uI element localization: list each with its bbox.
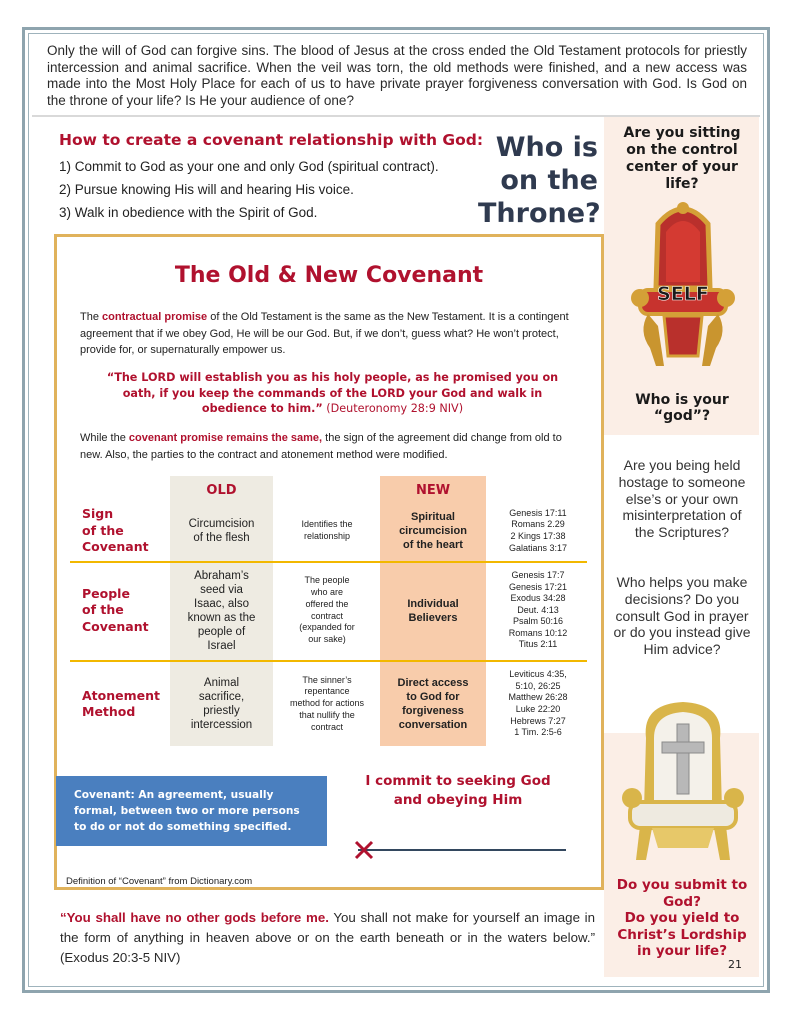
- cell-line: that nullify the: [299, 709, 355, 720]
- sidebar-question-submit-line1: Do you submit to God?: [616, 877, 748, 910]
- para2-body: the sign of the agreement did change from old to new. Also, the parties to the contract and atonement method were modified.: [80, 432, 562, 461]
- old-cell: [170, 503, 273, 559]
- references-cell-text: [508, 669, 567, 739]
- cell-line: sacrifice,: [198, 691, 245, 703]
- cell-line: repentance: [304, 686, 350, 697]
- signature-line: [352, 838, 568, 862]
- cell-line: Method: [82, 704, 136, 719]
- cell-line: Psalm 50:16: [512, 616, 563, 627]
- sidebar-question-hostage: Are you being held hostage to someone else’s or your own misinterpretation of the Scriptures?: [618, 457, 746, 541]
- list-item: 3) Walk in obedience with the Spirit of God.: [59, 205, 318, 220]
- exodus-quote-rest: You shall not make for yourself an image in the form of anything in heaven above or on the earth beneath or in the waters below.” (Exodus 20:3-5 NIV): [60, 910, 595, 965]
- cell-line: Atonement: [82, 687, 160, 703]
- cell-line: circumcision: [399, 525, 467, 537]
- cell-line: The sinner’s: [302, 674, 352, 685]
- page-number: 21: [728, 958, 742, 971]
- sidebar-question-god-line1: Who is your: [635, 392, 729, 408]
- how-to-list: [59, 155, 439, 224]
- list-item: 2) Pursue knowing His will and hearing His voice.: [59, 182, 354, 197]
- references-cell-text: [509, 508, 567, 554]
- para1-highlight: contractual promise: [102, 311, 208, 323]
- old-cell-text: [191, 676, 252, 732]
- new-cell: [380, 503, 486, 559]
- references-cell-text: [509, 570, 568, 651]
- covenant-paragraph-1: [80, 309, 585, 359]
- commitment-statement: [352, 772, 564, 810]
- cell-line: 2 Kings 17:38: [510, 531, 566, 541]
- old-cell-text: [189, 517, 255, 545]
- description-cell-text: [299, 575, 355, 646]
- sidebar-question-submit-line2: Do you yield to Christ’s Lordship in your life?: [617, 910, 747, 959]
- cell-line: relationship: [303, 531, 350, 541]
- cell-line: Isaac, also: [194, 597, 249, 610]
- cell-line: contract: [310, 610, 343, 621]
- old-header: OLD: [206, 482, 237, 498]
- description-cell: [276, 563, 378, 658]
- cell-line: Romans 10:12: [508, 627, 568, 638]
- new-cell: [380, 563, 486, 658]
- cell-line: Luke 22:20: [515, 704, 561, 714]
- sidebar-question-decisions: Who helps you make decisions? Do you consult God in prayer or do you instead give Him advice?: [613, 574, 751, 658]
- cell-line: Israel: [207, 639, 236, 652]
- para1-lead: The: [80, 311, 103, 323]
- cell-line: Spiritual: [410, 511, 455, 523]
- cell-line: method for actions: [289, 698, 365, 709]
- cell-line: Genesis 17:21: [508, 581, 568, 592]
- cell-line: of the heart: [403, 539, 463, 551]
- cell-line: known as the: [187, 611, 256, 624]
- cell-line: forgiveness: [402, 705, 464, 717]
- cell-line: Leviticus 4:35,: [509, 669, 567, 680]
- cell-line: who are: [310, 586, 343, 597]
- para2-lead: While the: [80, 432, 129, 444]
- row-label: [82, 503, 170, 559]
- cell-line: Direct access: [397, 677, 469, 689]
- cell-line: Sign: [82, 506, 114, 522]
- cell-line: Believers: [408, 611, 458, 624]
- commitment-line-1: I commit to seeking God: [365, 773, 551, 789]
- cell-line: Matthew 26:28: [508, 692, 568, 703]
- cell-line: Exodus 34:28: [510, 593, 566, 604]
- row-label-text: [82, 586, 149, 636]
- references-cell: [488, 662, 588, 746]
- old-cell: [170, 563, 273, 658]
- cell-line: Animal: [203, 677, 240, 689]
- cell-line: Individual: [407, 597, 459, 610]
- who-line-3: Throne?: [478, 198, 601, 229]
- covenant-title: The Old & New Covenant: [174, 263, 484, 288]
- description-cell: [276, 662, 378, 746]
- intro-paragraph: Only the will of God can forgive sins. The blood of Jesus at the cross ended the Old Testament protocols for priestly intercession and animal sacrifice. When the veil was torn, the old methods were finished, and a new access was made into the Most Holy Place for each of us to have private prayer forgiveness conversation with God. Is God on the throne of your life? Is He your audience of one?: [47, 43, 747, 108]
- exodus-quote: [60, 908, 595, 968]
- definition-source: Definition of “Covenant” from Dictionary.com: [66, 876, 253, 887]
- para1-body: of the Old Testament is the same as the New Testament. It is a contingent agreement that if we obey God, He will be our God. But, if we don’t, guess what? He won’t protect, provide for, or supernaturally empower us.: [80, 311, 569, 356]
- quote-text: “The LORD will establish you as his holy people, as he promised you on oath, if you keep the commands of the LORD your God and walk in obedience to him.”: [106, 371, 559, 415]
- sidebar-question-god-line2: “god”?: [653, 408, 711, 424]
- cell-line: 1 Tim. 2:5-6: [514, 727, 562, 738]
- row-label-text: [82, 688, 160, 721]
- exodus-quote-highlight: “You shall have no other gods before me.: [60, 910, 329, 925]
- definition-term: Covenant:: [74, 789, 135, 801]
- quote-reference: (Deuteronomy 28:9 NIV): [322, 402, 464, 415]
- cell-line: our sake): [308, 634, 346, 645]
- row-label: [82, 563, 170, 658]
- references-cell: [488, 563, 588, 658]
- cross-throne-image: [622, 698, 744, 868]
- cell-line: priestly: [203, 705, 240, 717]
- sidebar-question-control: Are you sitting on the control center of your life?: [623, 125, 741, 192]
- cell-line: Hebrews 7:27: [510, 715, 566, 726]
- description-cell-text: [301, 519, 352, 543]
- description-cell-text: [290, 675, 364, 734]
- cell-line: Covenant: [82, 539, 149, 555]
- new-cell-text: [407, 597, 458, 625]
- cell-line: Genesis 17:11: [509, 507, 567, 518]
- references-cell: [488, 503, 588, 559]
- cell-line: of the: [82, 602, 124, 618]
- cell-line: Romans 2.29: [511, 519, 565, 530]
- cell-line: Deut. 4:13: [517, 604, 559, 615]
- para2-highlight: covenant promise remains the same,: [128, 432, 323, 444]
- cell-line: Galatians 3:17: [508, 542, 568, 553]
- cell-line: (expanded for: [299, 622, 355, 633]
- old-cell-text: [188, 569, 256, 653]
- cell-line: People: [82, 585, 130, 601]
- cell-line: The people: [304, 575, 350, 586]
- list-item: 1) Commit to God as your one and only God (spiritual contract).: [59, 159, 439, 174]
- cell-line: Genesis 17:7: [511, 569, 565, 580]
- cell-line: 5:10, 26:25: [515, 680, 561, 691]
- cell-line: Abraham’s: [194, 569, 249, 582]
- self-label: SELF: [657, 283, 709, 305]
- definition-box: [56, 776, 327, 846]
- cell-line: offered the: [305, 598, 349, 609]
- how-to-title: How to create a covenant relationship with God:: [59, 131, 484, 149]
- commitment-line-2: and obeying Him: [393, 792, 523, 808]
- cell-line: to God for: [406, 691, 460, 703]
- new-cell-text: [399, 510, 467, 552]
- cell-line: Identifies the: [301, 519, 353, 530]
- new-cell: [380, 662, 486, 746]
- new-cell-text: [398, 676, 469, 732]
- sidebar-question-god: [612, 392, 752, 424]
- new-header: NEW: [415, 482, 451, 498]
- sidebar-question-submit: [612, 877, 752, 960]
- who-on-throne-heading: [478, 131, 601, 230]
- cell-line: seed via: [200, 583, 243, 596]
- deuteronomy-quote: [100, 370, 565, 417]
- who-line-2: on the: [500, 165, 598, 196]
- who-line-1: Who is: [495, 132, 598, 163]
- covenant-paragraph-2: [80, 430, 585, 463]
- cell-line: contract: [310, 721, 343, 732]
- row-label: [82, 662, 170, 746]
- old-cell: [170, 662, 273, 746]
- cell-line: of the flesh: [193, 532, 250, 544]
- cell-line: Titus 2:11: [518, 639, 558, 650]
- cell-line: Circumcision: [188, 518, 255, 530]
- cell-line: people of: [197, 625, 246, 638]
- cell-line: conversation: [398, 719, 468, 731]
- description-cell: [276, 503, 378, 559]
- cell-line: Covenant: [82, 618, 149, 634]
- row-label-text: [82, 506, 149, 556]
- cell-line: of the: [82, 522, 124, 538]
- cell-line: intercession: [190, 719, 253, 731]
- self-throne-image: [628, 196, 738, 376]
- definition-text: An agreement, usually formal, between two or more persons to do or not do something specified.: [74, 789, 300, 833]
